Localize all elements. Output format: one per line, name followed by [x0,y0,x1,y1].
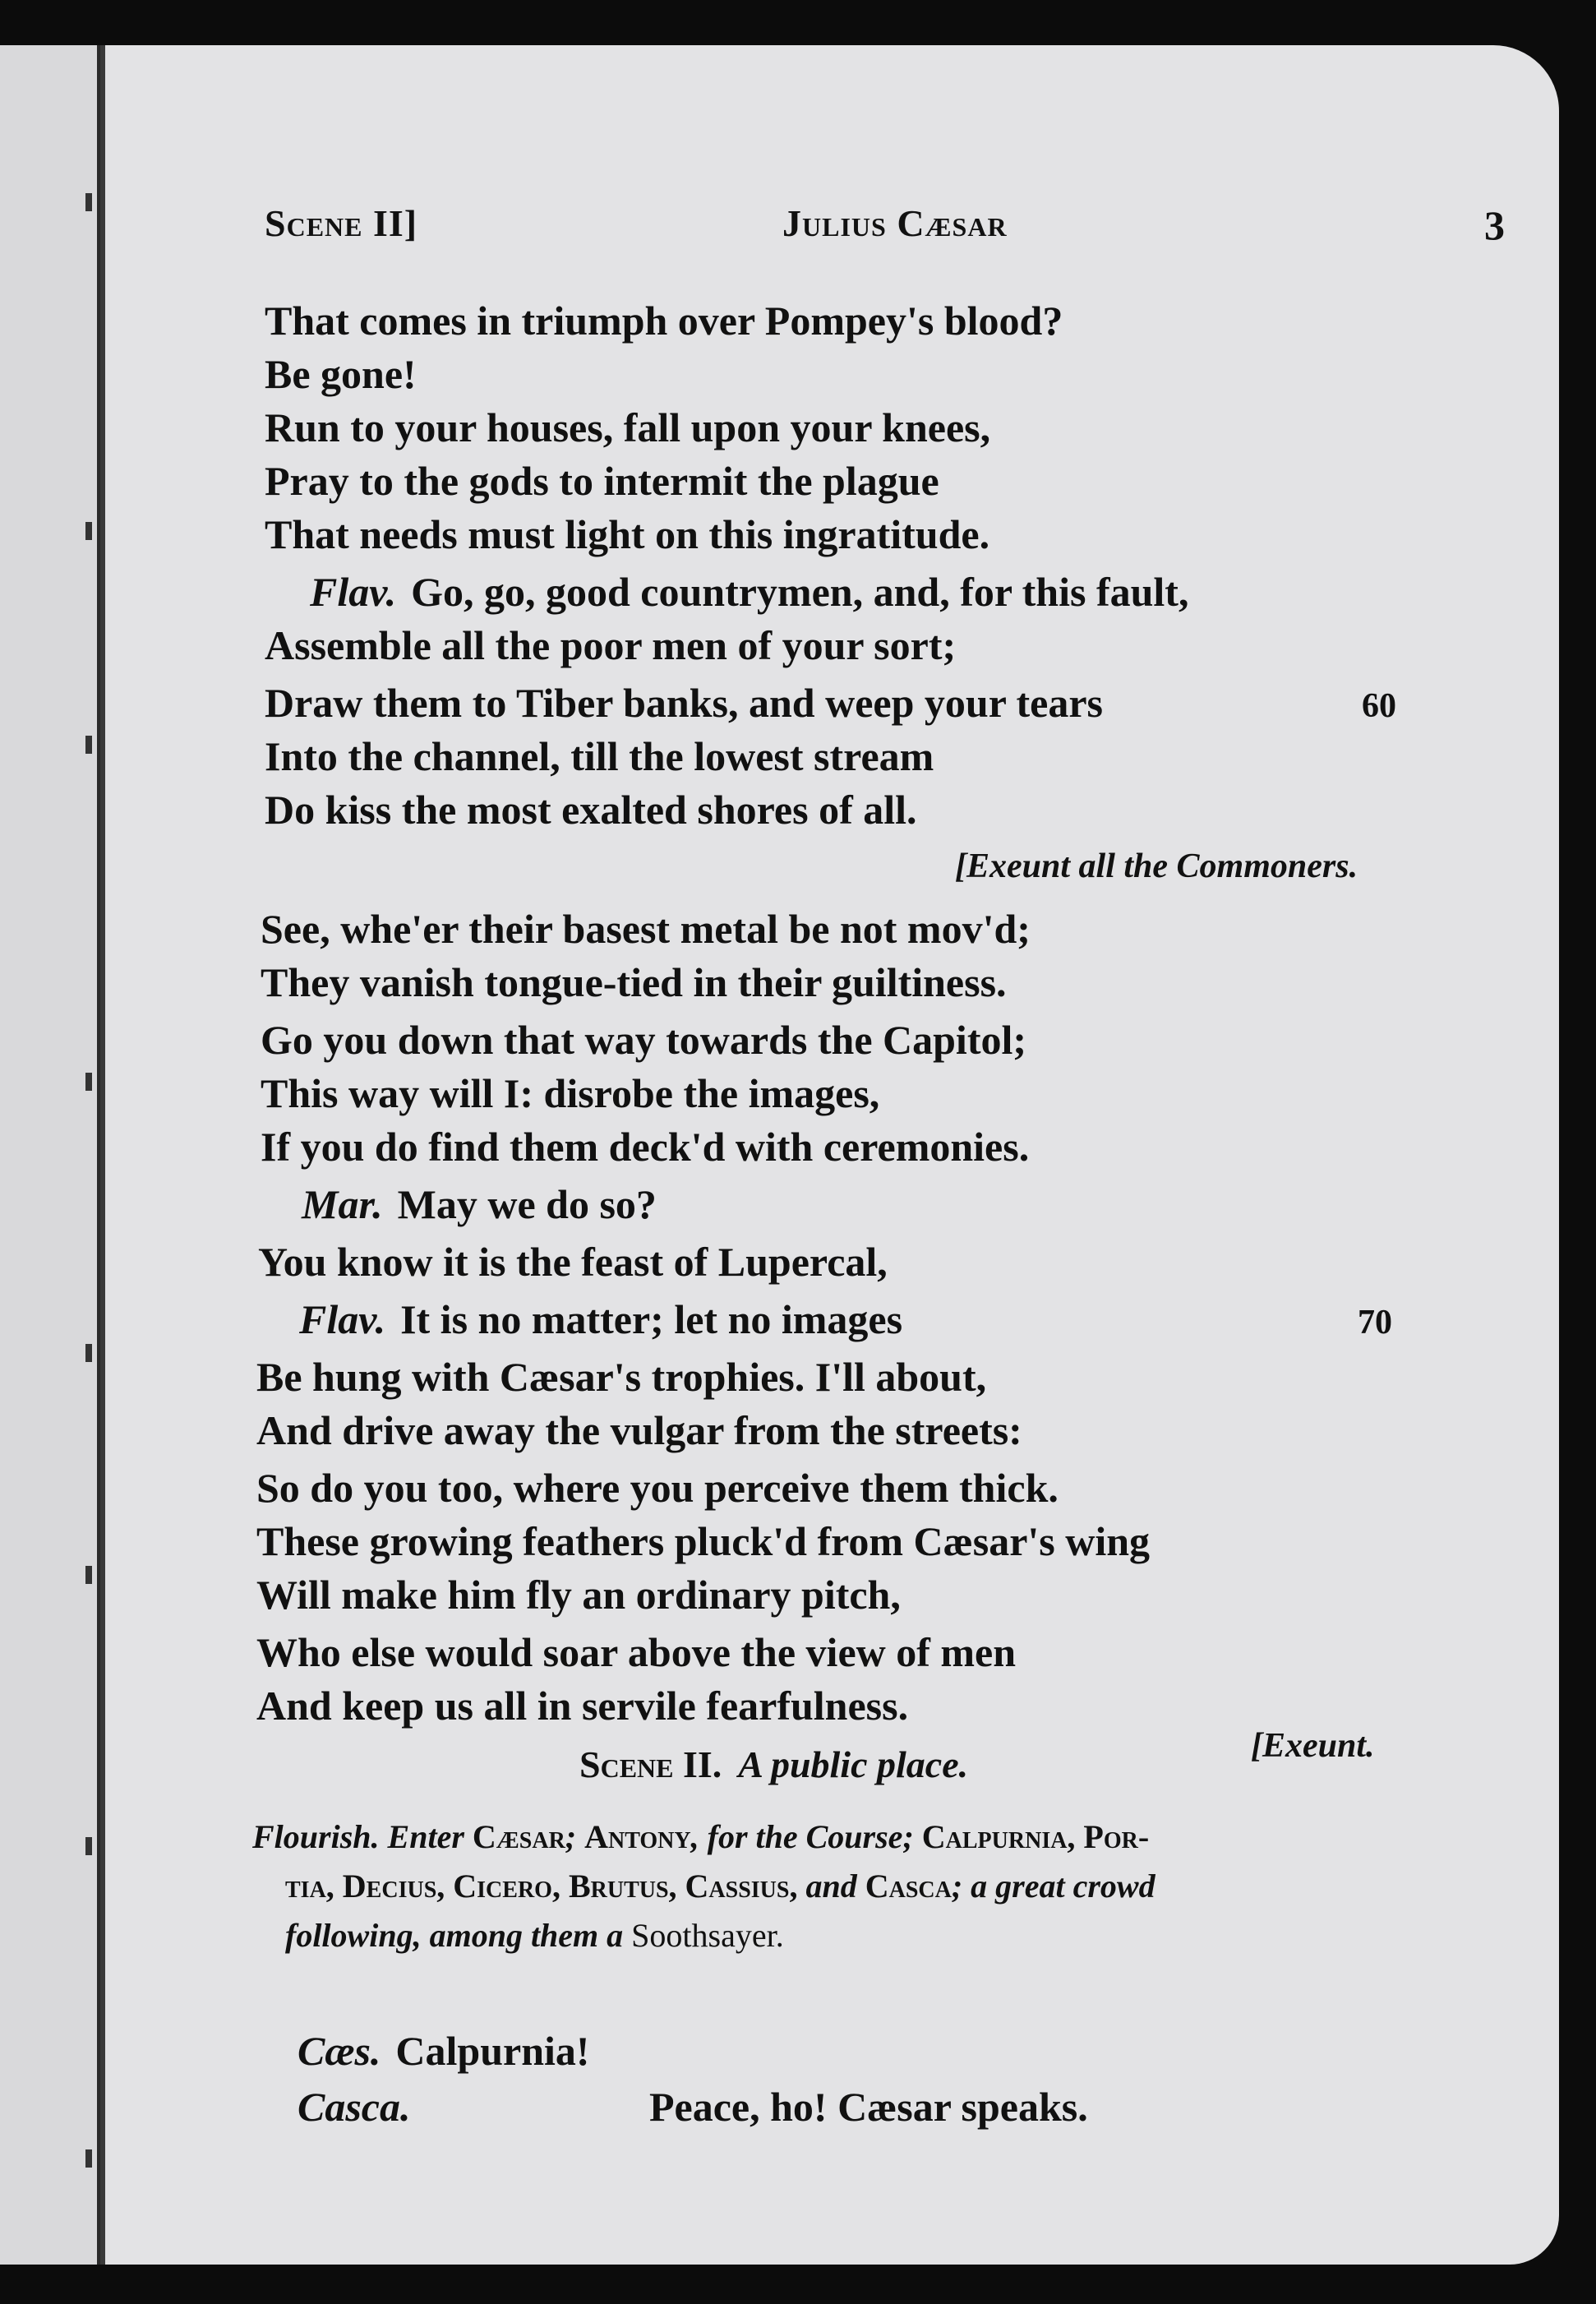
verse-line: Flav. Go, go, good countrymen, and, for this fault, [310,569,1189,615]
line-number: 70 [1358,1304,1392,1341]
scene-heading [579,1743,968,1786]
verse-line: Who else would soar above the view of men [256,1629,1017,1675]
verse-line: Run to your houses, fall upon your knees, [265,404,991,450]
verse-line: They vanish tongue-tied in their guiltiness. [261,959,1007,1005]
verse-line: Into the channel, till the lowest stream [265,733,934,779]
entrance-direction [252,1812,1510,1960]
book-page [100,45,1559,2265]
verse-line: Assemble all the poor men of your sort; [265,622,957,668]
verse-line: Be hung with Cæsar's trophies. I'll about, [256,1354,987,1400]
speaker-name: Cæs. [298,2028,381,2074]
page-mark [85,2149,92,2168]
page-mark [85,736,92,754]
running-header [265,201,1506,259]
page-mark [85,1566,92,1584]
verse-line: Draw them to Tiber banks, and weep your tears [265,680,1103,726]
page-spine [100,45,105,2265]
page-mark [85,1837,92,1855]
header-title: Julius Cæsar [782,202,1008,244]
verse-line: Casca. Peace, ho! Cæsar speaks. [298,2084,1088,2130]
verse-line: Do kiss the most exalted shores of all. [265,787,917,833]
verse-line: Be gone! [265,351,417,397]
speaker-name: Flav. [299,1296,386,1342]
page-mark [85,522,92,540]
speaker-name: Mar. [302,1181,383,1227]
verse-line: Flav. It is no matter; let no images [299,1296,903,1342]
entrance-line: following, among them a Soothsayer. [285,1917,784,1954]
previous-page-edge [0,45,100,2265]
scene-location: A public place. [738,1743,969,1785]
verse-line: You know it is the feast of Lupercal, [258,1239,888,1285]
verse-line: This way will I: disrobe the images, [261,1070,880,1116]
stage-direction: [Exeunt all the Commoners. [955,847,1358,885]
page-mark [85,193,92,211]
verse-line: That comes in triumph over Pompey's blood? [265,298,1063,344]
verse-line: And drive away the vulgar from the streets: [256,1407,1022,1453]
verse-line: So do you too, where you perceive them thick. [256,1465,1059,1511]
page-number: 3 [1484,202,1506,248]
verse-line: That needs must light on this ingratitude. [265,511,990,557]
verse-line: If you do find them deck'd with ceremonies. [261,1124,1030,1170]
scene-number: Scene II. [579,1743,722,1785]
verse-line: Mar. May we do so? [302,1181,657,1227]
verse-line: Will make him fly an ordinary pitch, [256,1572,901,1618]
verse-line: See, whe'er their basest metal be not mov'd; [261,906,1031,952]
entrance-line: Flourish. Enter Cæsar; Antony, for the Course; Calpurnia, Por- [252,1818,1150,1855]
speaker-name: Casca. [298,2084,411,2130]
verse-line: Go you down that way towards the Capitol; [261,1017,1027,1063]
verse-line: And keep us all in servile fearfulness. [256,1683,909,1729]
page-mark [85,1073,92,1091]
verse-line: Pray to the gods to intermit the plague [265,458,939,504]
verse-line: These growing feathers pluck'd from Cæsar's wing [256,1518,1151,1564]
header-scene: Scene II] [265,202,418,244]
page-mark [85,1344,92,1362]
line-number: 60 [1362,687,1396,725]
stage-direction: [Exeunt. [1251,1727,1375,1765]
entrance-line: tia, Decius, Cicero, Brutus, Cassius, and Casca; a great crowd [285,1868,1155,1905]
verse-line: Cæs. Calpurnia! [298,2028,590,2074]
speaker-name: Flav. [310,569,397,615]
